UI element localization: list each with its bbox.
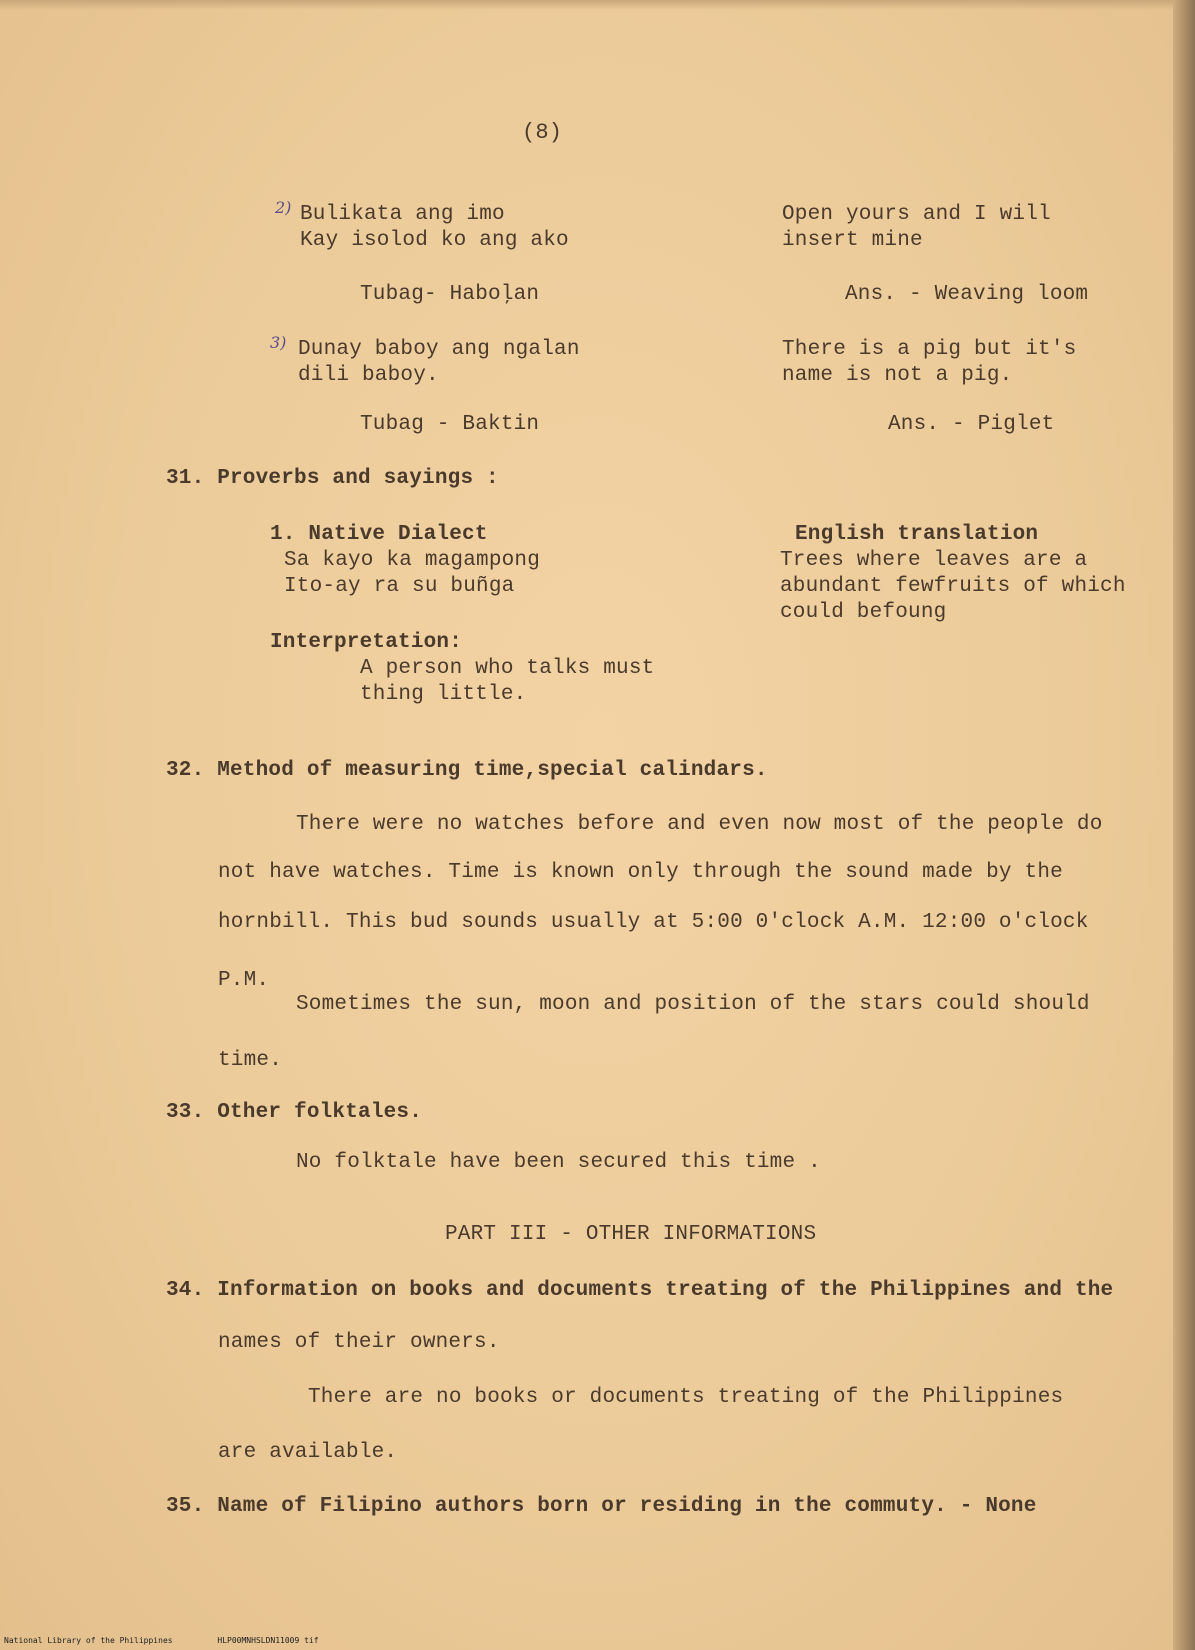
- item-32-heading: 32. Method of measuring time,special calindars.: [166, 759, 768, 782]
- item-34-line-2: names of their owners.: [218, 1331, 500, 1354]
- interpretation-line-2: thing little.: [360, 683, 527, 706]
- item-32-p2-line-2: time.: [218, 1049, 283, 1072]
- part-3-heading: PART III - OTHER INFORMATIONS: [445, 1223, 817, 1246]
- scan-footer: [4, 1636, 359, 1645]
- riddle-3-native-line-2: dili baboy.: [298, 364, 439, 387]
- riddle-3-marker: 3): [270, 333, 287, 352]
- proverb-english-header: English translation: [795, 523, 1039, 546]
- page-top-edge: [0, 0, 1195, 10]
- item-35-text: 35. Name of Filipino authors born or residing in the commuty. - None: [166, 1495, 1037, 1518]
- item-32-p1-line-3: hornbill. This bud sounds usually at 5:00 0'clock A.M. 12:00 o'clock: [218, 911, 1089, 934]
- riddle-2-native-line-1: Bulikata ang imo: [300, 203, 505, 226]
- riddle-2-native-line-2: Kay isolod ko ang ako: [300, 229, 569, 252]
- item-33-text: No folktale have been secured this time .: [296, 1151, 821, 1174]
- riddle-2-marker: 2): [275, 198, 292, 217]
- item-32-p2-line-1: Sometimes the sun, moon and position of the stars could should: [296, 993, 1090, 1016]
- riddle-2-answer-english: Ans. - Weaving loom: [845, 283, 1089, 306]
- proverb-native-line-2: Ito-ay ra su buñga: [284, 575, 515, 598]
- riddle-3-english-line-1: There is a pig but it's: [782, 338, 1077, 361]
- interpretation-label: Interpretation:: [270, 631, 463, 654]
- proverb-english-line-2: abundant fewfruits of which: [780, 575, 1126, 598]
- item-32-p1-line-1: There were no watches before and even now most of the people do: [296, 813, 1103, 836]
- footer-file-id: HLP00MNHSLDN11009 tif: [217, 1636, 319, 1645]
- item-31-heading: 31. Proverbs and sayings :: [166, 467, 499, 490]
- riddle-2-english-line-2: insert mine: [782, 229, 923, 252]
- riddle-2-answer-native: Tubag- Haboļan: [360, 283, 540, 306]
- interpretation-line-1: A person who talks must: [360, 657, 655, 680]
- riddle-3-native-line-1: Dunay baboy ang ngalan: [298, 338, 580, 361]
- item-32-p1-line-4: P.M.: [218, 969, 270, 992]
- footer-library: National Library of the Philippines: [4, 1636, 173, 1645]
- proverb-native-line-1: Sa kayo ka magampong: [284, 549, 541, 572]
- item-34-line-1: 34. Information on books and documents treating of the Philippines and the: [166, 1279, 1114, 1302]
- item-32-p1-line-2: not have watches. Time is known only through the sound made by the: [218, 861, 1063, 884]
- riddle-3-answer-native: Tubag - Baktin: [360, 413, 540, 436]
- proverb-english-line-1: Trees where leaves are a: [780, 549, 1088, 572]
- riddle-3-answer-english: Ans. - Piglet: [888, 413, 1055, 436]
- proverb-english-line-3: could befoung: [780, 601, 947, 624]
- item-33-heading: 33. Other folktales.: [166, 1101, 423, 1124]
- item-34-p-line-2: are available.: [218, 1441, 398, 1464]
- riddle-3-english-line-2: name is not a pig.: [782, 364, 1013, 387]
- riddle-2-english-line-1: Open yours and I will: [782, 203, 1051, 226]
- item-34-p-line-1: There are no books or documents treating of the Philippines: [308, 1386, 1064, 1409]
- page-number: (8): [522, 120, 563, 145]
- proverb-native-header: 1. Native Dialect: [270, 523, 488, 546]
- page-binding-edge: [1173, 0, 1195, 1650]
